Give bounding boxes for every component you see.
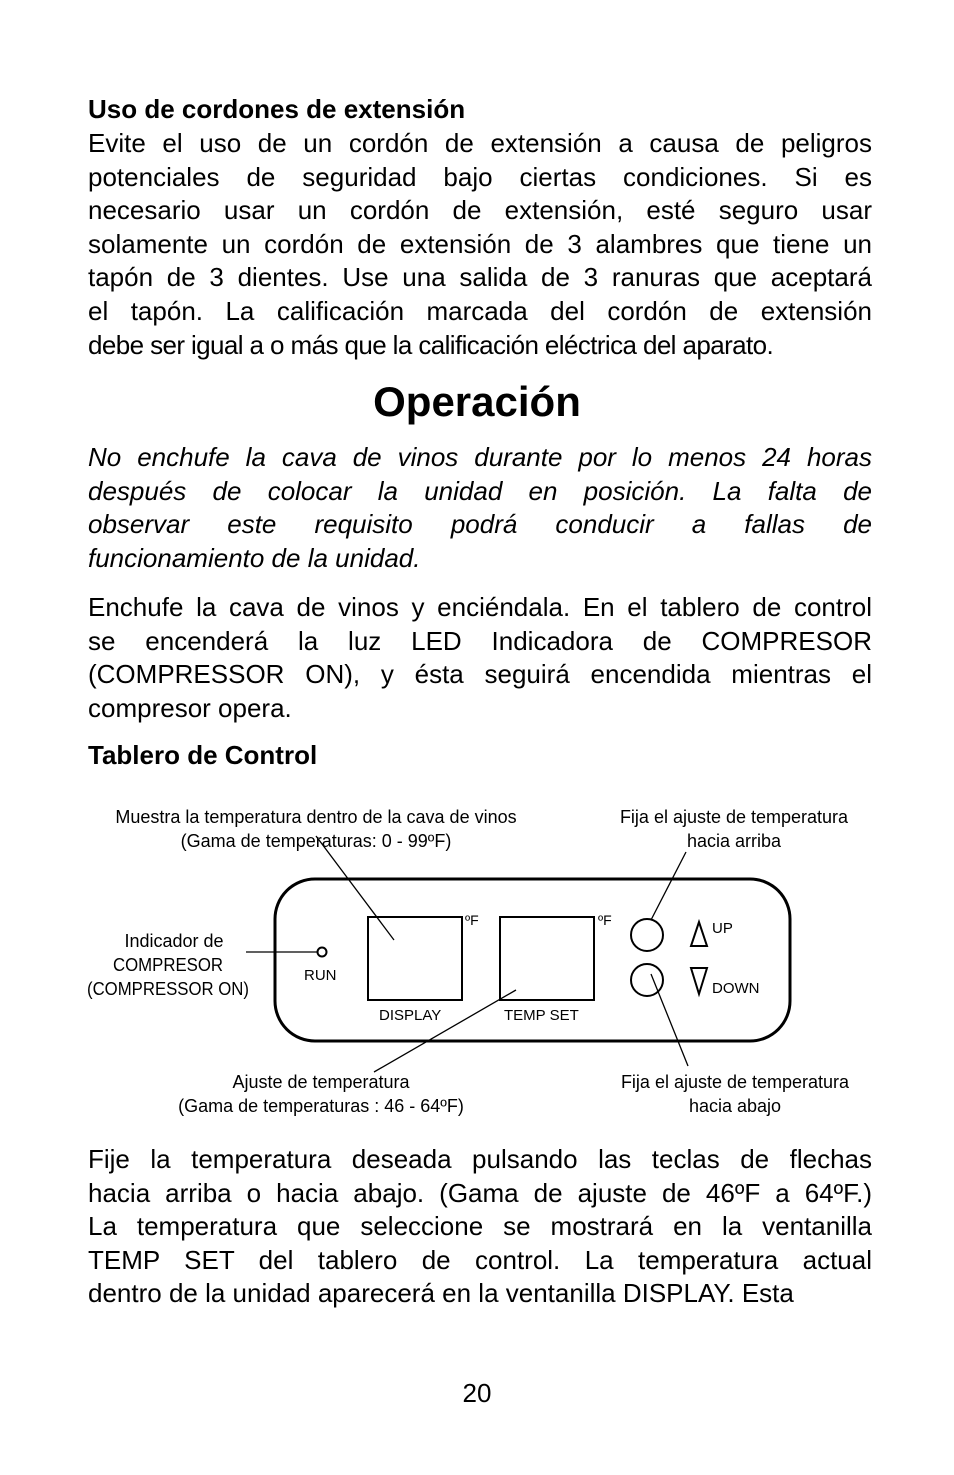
section-heading-extension-cords: Uso de cordones de extensión (88, 94, 466, 124)
up-caption-line-1: Fija el ajuste de temperatura (619, 807, 849, 827)
text-line: (COMPRESSOR ON), y ésta seguirá encendida mientras el (88, 659, 872, 690)
page-number: 20 (462, 1378, 492, 1408)
display-unit-label: ºF (465, 912, 479, 928)
text-line: potenciales de seguridad bajo ciertas condiciones. Si es (88, 161, 872, 192)
display-caption-line-1: Muestra la temperatura dentro de la cava de vinos (115, 807, 517, 827)
temp-set-window (500, 917, 594, 1000)
compressor-caption-line-3: (COMPRESSOR ON) (87, 979, 249, 999)
down-caption-line-2: hacia abajo (688, 1096, 782, 1116)
text-line: Fije la temperatura deseada pulsando las teclas de flechas (88, 1144, 872, 1174)
text-line: compresor opera. (88, 692, 292, 723)
up-arrow-icon (691, 922, 707, 946)
display-label: DISPLAY (379, 1007, 442, 1024)
down-label: DOWN (712, 980, 760, 997)
text-line: el tapón. La calificación marcada del cordón de extensión (88, 295, 872, 326)
down-arrow-icon (691, 968, 707, 994)
compressor-caption-line-1: Indicador de (124, 931, 224, 951)
display-caption-line-2: (Gama de temperaturas: 0 - 99ºF) (180, 831, 452, 851)
leader-line-up (651, 852, 686, 920)
tempset-caption-line-2: (Gama de temperaturas : 46 - 64ºF) (178, 1096, 464, 1116)
up-label: UP (712, 920, 733, 937)
compressor-led-icon (318, 948, 327, 957)
text-line: TEMP SET del tablero de control. La temperatura actual (88, 1244, 872, 1275)
temp-set-label: TEMP SET (504, 1007, 579, 1024)
text-line: funcionamiento de la unidad. (88, 542, 421, 573)
text-line: tapón de 3 dientes. Use una salida de 3 ranuras que aceptará (88, 262, 872, 293)
run-label: RUN (304, 967, 337, 984)
tempset-caption-line-1: Ajuste de temperatura (232, 1072, 410, 1092)
down-caption-line-1: Fija el ajuste de temperatura (620, 1072, 850, 1092)
leader-line-down (651, 974, 688, 1066)
text-line: Enchufe la cava de vinos y enciéndala. En el tablero de control (88, 592, 872, 622)
text-line: No enchufe la cava de vinos durante por lo menos 24 horas (88, 442, 872, 472)
set-temperature-paragraph (88, 1143, 872, 1311)
compressor-caption-line-2: COMPRESOR (113, 955, 223, 975)
plug-in-paragraph (88, 591, 872, 725)
text-line: debe ser igual a o más que la calificación eléctrica del aparato. (88, 329, 774, 360)
warning-paragraph (88, 441, 872, 575)
text-line: observar este requisito podrá conducir a fallas de (88, 509, 872, 540)
text-line: se encenderá la luz LED Indicadora de COMPRESOR (88, 625, 872, 656)
text-line: dentro de la unidad aparecerá en la ventanilla DISPLAY. Esta (88, 1278, 794, 1309)
text-line: necesario usar un cordón de extensión, esté seguro usar (88, 195, 872, 226)
display-window (368, 917, 462, 1000)
leader-line-tempset (374, 990, 516, 1072)
text-line: después de colocar la unidad en posición. La falta de (88, 475, 872, 506)
text-line: Evite el uso de un cordón de extensión a causa de peligros (88, 128, 872, 158)
control-panel-diagram (0, 790, 954, 1130)
text-line: La temperatura que seleccione se mostrará en la ventanilla (88, 1211, 872, 1242)
text-line: hacia arriba o hacia abajo. (Gama de ajuste de 46ºF a 64ºF.) (88, 1177, 872, 1208)
temp-set-unit-label: ºF (598, 912, 612, 928)
extension-cord-paragraph (88, 127, 872, 362)
text-line: solamente un cordón de extensión de 3 alambres que tiene un (88, 228, 872, 259)
page-title: Operación (373, 378, 581, 425)
leader-line-display (316, 836, 394, 940)
up-caption-line-2: hacia arriba (686, 831, 782, 851)
control-panel-heading: Tablero de Control (88, 740, 318, 770)
up-button[interactable] (631, 919, 663, 951)
